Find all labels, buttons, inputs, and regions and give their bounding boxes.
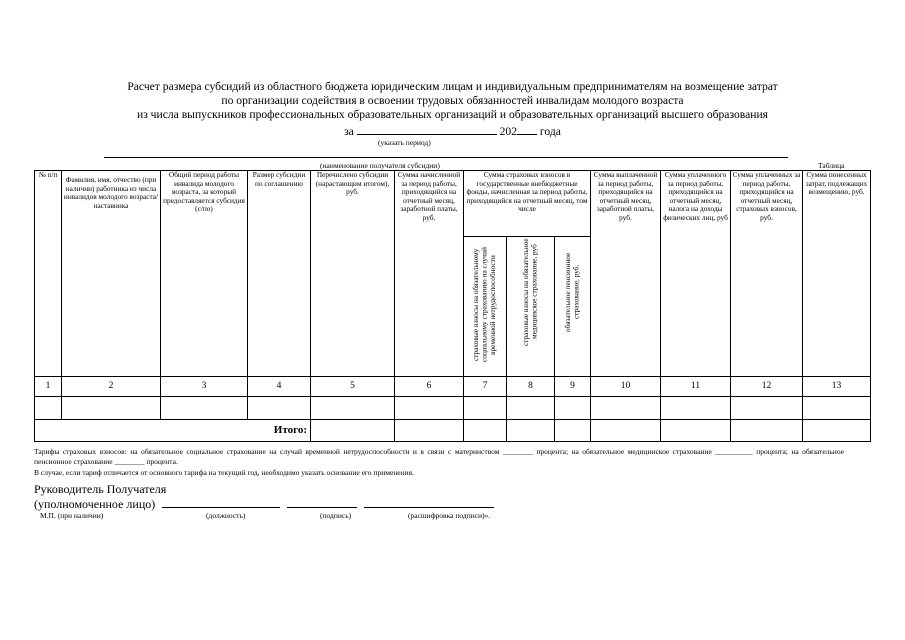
table-cell[interactable] xyxy=(464,397,507,420)
column-number: 12 xyxy=(731,377,803,397)
title-line-3: из числа выпускников профессиональных образовательных организаций и образовательных организаций высшего образования xyxy=(137,108,768,121)
column-number: 8 xyxy=(507,377,555,397)
sign-hint: (подпись) xyxy=(320,511,352,520)
column-number: 11 xyxy=(661,377,731,397)
tariff-exception-note: В случае, если тариф отличается от основного тарифа на текущий год, необходимо указать основание его применения. xyxy=(34,468,414,477)
header-col-1: № п/п xyxy=(35,171,62,377)
table-cell[interactable] xyxy=(161,397,248,420)
table-cell[interactable] xyxy=(507,397,555,420)
period-suffix: года xyxy=(539,125,561,138)
subsidy-calculation-table xyxy=(34,170,871,442)
column-number: 13 xyxy=(803,377,871,397)
title-line-1: Расчет размера субсидий из областного бюджета юридическим лицам и индивидуальным предпринимателям на возмещение затрат xyxy=(127,80,778,93)
column-number: 9 xyxy=(555,377,591,397)
table-cell[interactable] xyxy=(661,397,731,420)
column-number: 10 xyxy=(591,377,661,397)
recipient-input-line[interactable] xyxy=(104,157,788,158)
decode-hint: (расшифровка подписи)». xyxy=(408,511,491,520)
header-col-3: Общий период работы инвалида молодого возраста, за который предоставляется субсидия (с/по) xyxy=(161,171,248,377)
period-line xyxy=(0,124,905,138)
year-input-line[interactable] xyxy=(517,124,537,135)
signature-role: (уполномоченное лицо) xyxy=(34,497,156,511)
column-number: 4 xyxy=(248,377,311,397)
total-row xyxy=(35,420,871,442)
period-input-line[interactable] xyxy=(357,124,497,135)
column-number: 1 xyxy=(35,377,62,397)
table-row xyxy=(35,397,871,420)
signature-title: Руководитель Получателя xyxy=(34,482,167,496)
column-number: 5 xyxy=(311,377,395,397)
header-col-12: Сумма уплаченных за период работы, приходящийся на отчетный месяц, страховых взносов, руб. xyxy=(731,171,803,377)
column-number: 2 xyxy=(62,377,161,397)
signature-line xyxy=(34,496,494,511)
column-number-row xyxy=(35,377,871,397)
table-cell[interactable] xyxy=(731,397,803,420)
header-insurance-group: Сумма страховых взносов в государственные внебюджетные фонды, начисленная за период работы, приходящийся на отчетный месяц, том числе xyxy=(464,171,591,237)
total-cell[interactable] xyxy=(591,420,661,442)
sign-input-line[interactable] xyxy=(287,496,357,508)
period-prefix: за xyxy=(344,125,354,138)
total-cell[interactable] xyxy=(464,420,507,442)
total-cell[interactable] xyxy=(507,420,555,442)
total-cell[interactable] xyxy=(311,420,395,442)
decode-input-line[interactable] xyxy=(364,496,494,508)
header-col-8: страховые взносы на обязательное медицинское страхование, руб xyxy=(507,237,555,377)
header-col-13: Сумма понесенных затрат, подлежащих возмещению, руб. xyxy=(803,171,871,377)
total-cell[interactable] xyxy=(395,420,464,442)
column-number: 3 xyxy=(161,377,248,397)
table-cell[interactable] xyxy=(35,397,62,420)
header-col-6: Сумма начисленной за период работы, приходящийся на отчетный месяц, заработной платы, руб. xyxy=(395,171,464,377)
header-col-5: Перечислено субсидии (нарастающим итогом), руб. xyxy=(311,171,395,377)
total-cell[interactable] xyxy=(661,420,731,442)
table-cell[interactable] xyxy=(555,397,591,420)
table-cell[interactable] xyxy=(311,397,395,420)
table-label: Таблица xyxy=(818,161,845,170)
total-cell[interactable] xyxy=(555,420,591,442)
tariff-note: Тарифы страховых взносов: на обязательное социальное страхование на случай временной нетрудоспособности и в связи с материнством ________ процента; на обязательное медицинское страхование __________ процента; на обязательное пенсионное страхование ________ процента. xyxy=(34,447,844,466)
header-col-2: Фамилия, имя, отчество (при наличии) работника из числа инвалидов молодого возраста/наставника xyxy=(62,171,161,377)
position-input-line[interactable] xyxy=(162,496,280,508)
total-cell[interactable] xyxy=(803,420,871,442)
title-line-2: по организации содействия в освоении трудовых обязанностей инвалидам молодого возраста xyxy=(221,94,684,107)
position-hint: (должность) xyxy=(206,511,246,520)
table-cell[interactable] xyxy=(591,397,661,420)
header-col-11: Сумма уплаченного за период работы, приходящийся на отчетный месяц, налога на доходы физических лиц, руб xyxy=(661,171,731,377)
mp-hint: М.П. (при наличии) xyxy=(40,511,104,520)
table-cell[interactable] xyxy=(62,397,161,420)
table-cell[interactable] xyxy=(248,397,311,420)
total-cell[interactable] xyxy=(731,420,803,442)
header-col-9: обязательное пенсионное страхование, руб. xyxy=(555,237,591,377)
column-number: 7 xyxy=(464,377,507,397)
document-title xyxy=(0,80,905,122)
header-col-4: Размер субсидии по соглашению xyxy=(248,171,311,377)
table-cell[interactable] xyxy=(395,397,464,420)
recipient-hint: (наименование получателя субсидии) xyxy=(320,161,440,170)
header-col-7: страховые взносы на обязательному социальному страхованию на случай временной нетрудоспособности xyxy=(464,237,507,377)
header-col-10: Сумма выплаченной за период работы, приходящийся на отчетный месяц, заработной платы, руб. xyxy=(591,171,661,377)
total-label: Итого: xyxy=(35,420,311,442)
column-number: 6 xyxy=(395,377,464,397)
table-cell[interactable] xyxy=(803,397,871,420)
period-hint: (указать период) xyxy=(378,138,431,147)
period-year-prefix: 202 xyxy=(499,125,518,138)
